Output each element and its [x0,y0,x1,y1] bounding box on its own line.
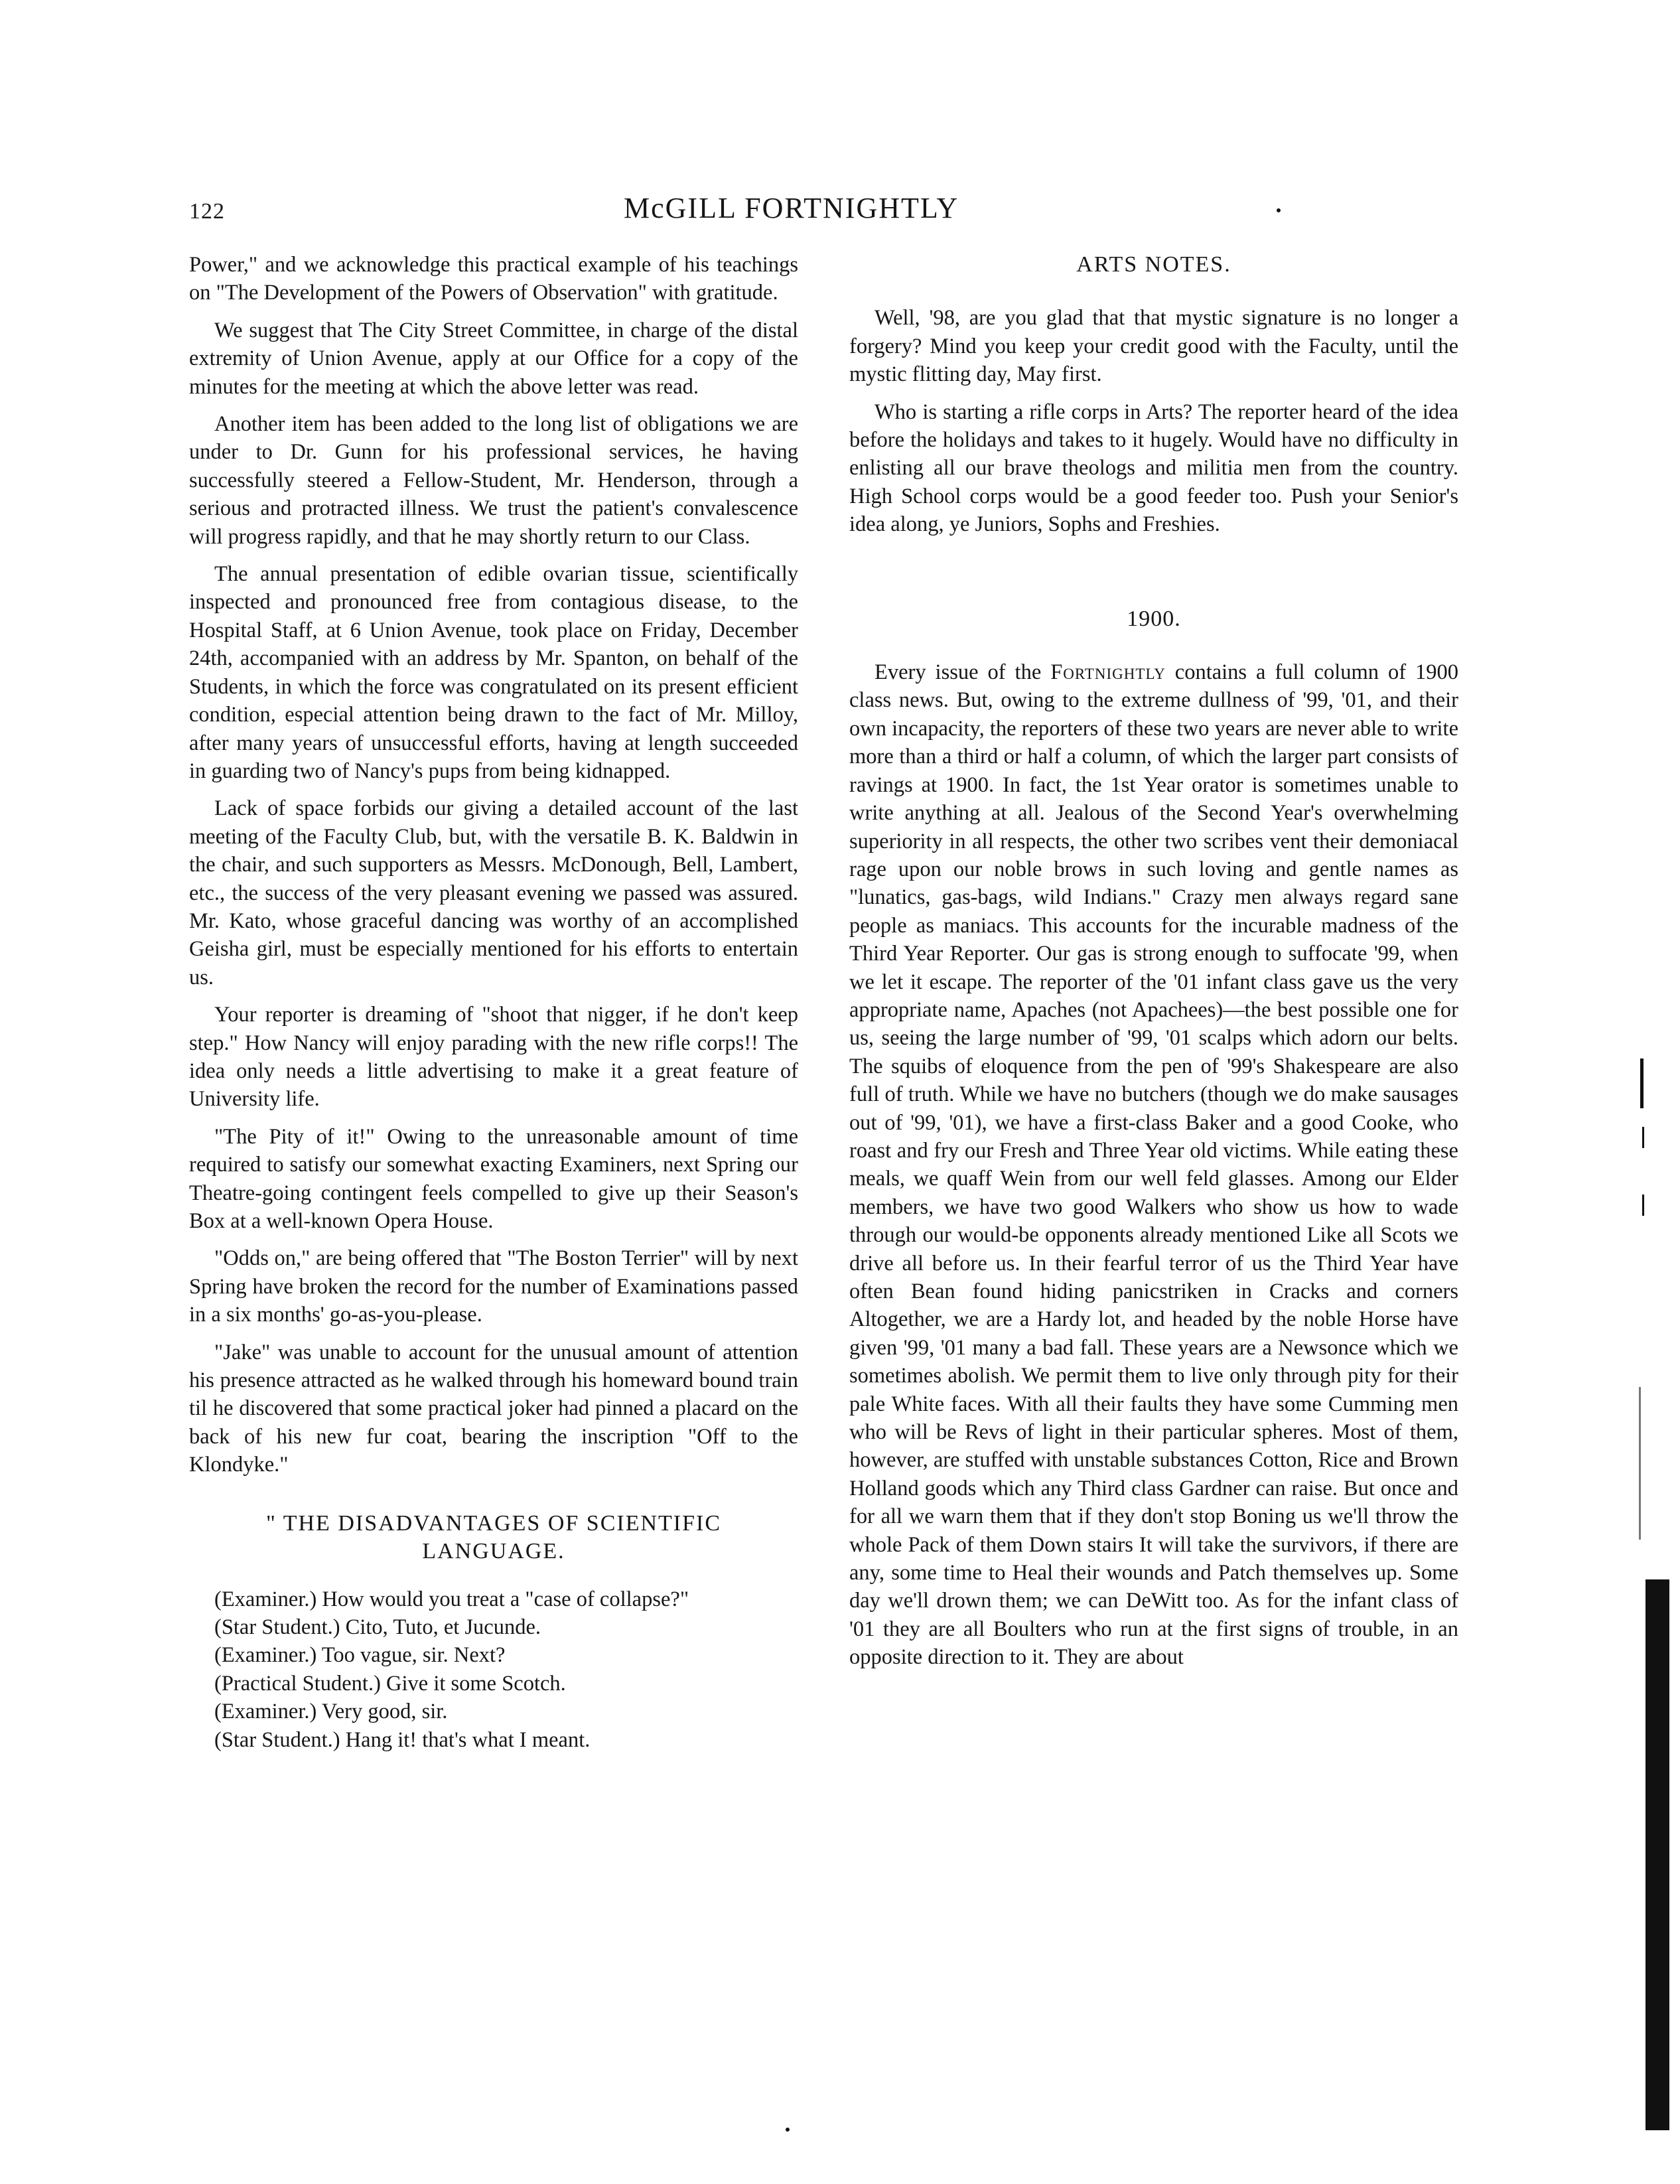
scan-edge-mark [1639,1387,1641,1540]
left-column [189,251,798,1754]
scan-edge-mark [1642,1127,1644,1148]
dialogue-line: (Star Student.) Cito, Tuto, et Jucunde. [214,1615,541,1640]
dialogue-line: (Star Student.) Hang it! that's what I meant. [214,1727,591,1752]
dialogue-line: (Examiner.) Very good, sir. [214,1700,448,1724]
article-paragraph: "The Pity of it!" Owing to the unreasonable amount of time required to satisfy our somewhat exacting Examiners, next Spring our Theatre-going contingent feels compelled to give up their Season's Box at a well-known Opera House. [189,1124,798,1233]
dialogue-line: (Examiner.) How would you treat a "case of collapse?" [214,1587,689,1611]
article-paragraph: Another item has been added to the long list of obligations we are under to Dr. Gunn for his professional services, he having successfully steered a Fellow-Student, Mr. Henderson, through a serious and protracted illness. We trust the patient's convalescence will progress rapidly, and that he may shortly return to our Class. [189,412,798,549]
scan-edge-mark [1640,1058,1644,1108]
article-paragraph [849,658,1458,1672]
running-title: McGILL FORTNIGHTLY [624,192,959,224]
dialogue-line: (Examiner.) Too vague, sir. Next? [214,1643,506,1668]
article-paragraph: Who is starting a rifle corps in Arts? The reporter heard of the idea before the holidays and takes to it hugely. Would have no difficulty in enlisting all our brave theologs and militia men from the country. High School corps would be a good feeder too. Push your Senior's idea along, ye Juniors, Sophs and Freshies. [849,400,1458,537]
paragraph-lead: Every issue of the [875,660,1051,685]
page-number: 122 [189,199,225,224]
dialogue-block [189,1585,798,1754]
article-paragraph: Well, '98, are you glad that that mystic signature is no longer a forgery? Mind you keep your credit good with the Faculty, until the mystic flitting day, May first. [849,306,1458,387]
article-paragraph: Your reporter is dreaming of "shoot that nigger, if he don't keep step." How Nancy will enjoy parading with the new rifle corps!! The idea only needs a little advertising to make it a great feature of University life. [189,1003,798,1112]
section-heading-scientific-language [189,1510,798,1565]
article-paragraph: The annual presentation of edible ovarian tissue, scientifically inspected and pronounced free from contagious disease, to the Hospital Staff, at 6 Union Avenue, took place on Friday, December 24th, accompanied with an address by Mr. Spanton, on behalf of the Students, in which the force was congratulated on its present efficient condition, especial attention being drawn to the fact of Mr. Milloy, after many years of unsuccessful efforts, having at length succeeded in guarding two of Nancy's pups from being kidnapped. [189,562,798,783]
dialogue-line: (Practical Student.) Give it some Scotch. [214,1671,566,1696]
scan-edge-mark [786,2128,790,2132]
arts-notes-heading: ARTS NOTES. [1076,252,1231,277]
section-heading-line: " THE DISADVANTAGES OF SCIENTIFIC [265,1510,722,1536]
scan-edge-mark [1645,1579,1669,2130]
scan-edge-mark [1277,208,1281,212]
section-heading-line: LANGUAGE. [422,1538,565,1564]
article-paragraph: Power," and we acknowledge this practical example of his teachings on "The Development of the Powers of Observation" with gratitude. [189,253,798,305]
article-paragraph: Lack of space forbids our giving a detailed account of the last meeting of the Faculty Club, but, with the versatile B. K. Baldwin in the chair, and such supporters as Messrs. McDonough, Bell, Lambert, etc., the success of the very pleasant evening we passed was assured. Mr. Kato, whose graceful dancing was worthy of an accomplished Geisha girl, must be especially mentioned for his efforts to entertain us. [189,796,798,989]
article-paragraph: We suggest that The City Street Committee, in charge of the distal extremity of Union Avenue, apply at our Office for a copy of the minutes for the meeting at which the above letter was read. [189,318,798,399]
right-column [849,251,1458,1681]
article-paragraph: "Odds on," are being offered that "The Boston Terrier" will by next Spring have broken the record for the number of Examinations passed in a six months' go-as-you-please. [189,1246,798,1327]
article-paragraph: "Jake" was unable to account for the unusual amount of attention his presence attracted as he walked through his homeward bound train til he discovered that some practical joker had pinned a placard on the back of his new fur coat, bearing the inscription "Off to the Klondyke." [189,1340,798,1477]
publication-name: Fortnightly [1050,660,1166,685]
class-1900-heading: 1900. [1127,606,1181,631]
paragraph-body: contains a full column of 1900 class news. But, owing to the extreme dullness of '99, '01, and their own incapacity, the reporters of these two years are never able to write more than a third or half a column, of which the larger part consists of ravings at 1900. In fact, the 1st Year orator is sometimes unable to write anything at all. Jealous of the Second Year's overwhelming superiority in all respects, the other two scribes vent their demoniacal rage upon our noble brows in such loving and gentle names as "lunatics, gas-bags, wild Indians." Crazy men always regard sane people as maniacs. This accounts for the incurable madness of the Third Year Reporter. Our gas is strong enough to suffocate '99, when we let it escape. The reporter of the '01 infant class gave us the very appropriate name, Apaches (not Apachees)—the best possible one for us, seeing the large number of '99, '01 scalps which adorn our belts. The squibs of eloquence from the pen of '99's Shakespeare are also full of truth. While we have no butchers (though we do make sausages out of '99, '01), we have a first-class Baker and a good Cooke, who roast and fry our Fresh and Three Year old victims. While eating these meals, we quaff Wein from our well feld glasses. Among our Elder members, we have two good Walkers who show us how to wade through our would-be opponents already mentioned Like all Scots we drive all before us. In their fearful terror of us the Third Year have often Bean found hiding panicstriken in Cracks and corners Altogether, we are a Hardy lot, and headed by the noble Horse have given '99, '01 many a bad fall. These years are a Newsonce which we sometimes abolish. We permit them to live only through pity for their pale White faces. With all their faults they have some Cumming men who will be Revs of light in their particular spheres. Most of them, however, are stuffed with unstable substances Cotton, Rice and Brown Holland goods which any Third class Gardner can raise. But once and for all we warn them that if they don't stop Boning us we'll throw the whole Pack of them Down stairs It will take the survivors, if there are any, some time to Heal their wounds and Patch themselves up. Some day we'll drown them; we can DeWitt too. As for the infant class of '01 they are all Boulters who run at the first signs of trouble, in an opposite direction to it. They are about [849,660,1458,1670]
scan-edge-mark [1642,1195,1644,1216]
